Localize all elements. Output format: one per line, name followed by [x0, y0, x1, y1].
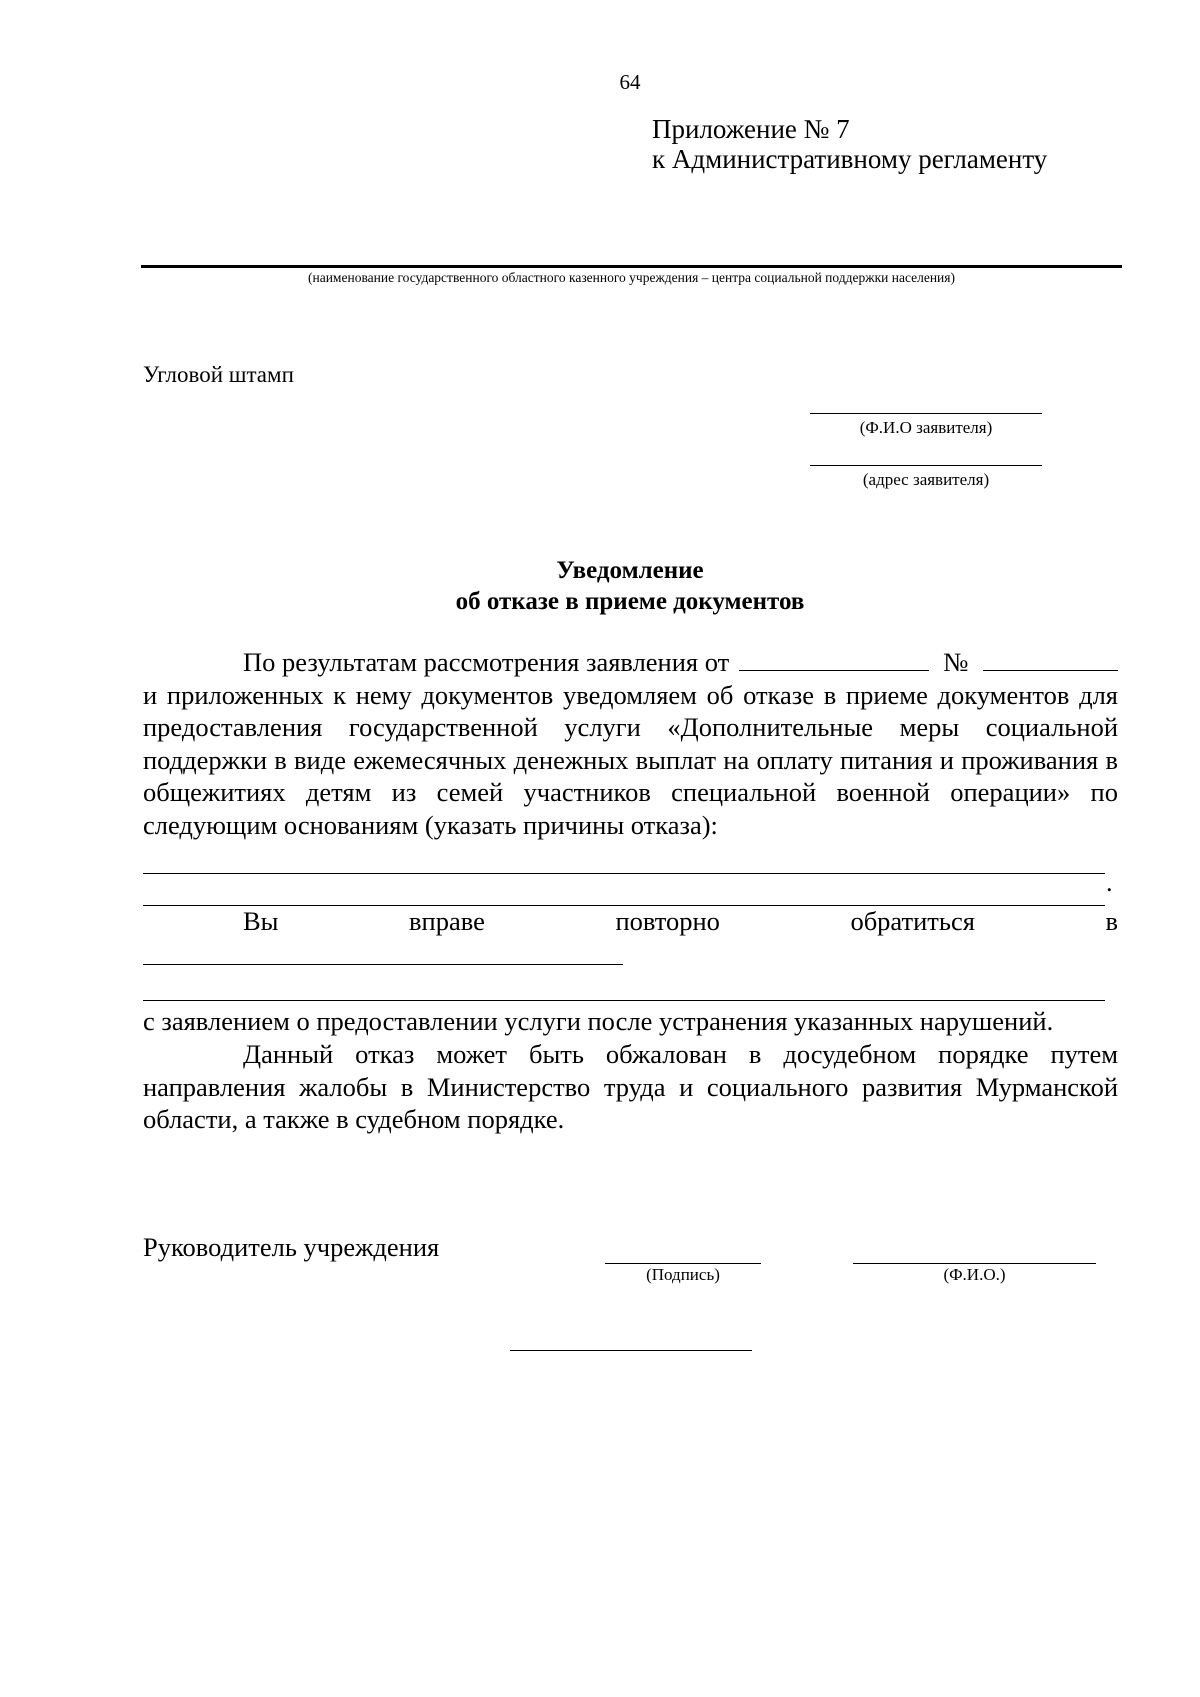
page-number: 64	[619, 70, 641, 94]
appendix-reference: к Административному регламенту	[652, 144, 1048, 174]
refusal-text: и приложенных к нему документов уведомляем об отказе в приеме документов для предоставления государственной услуги «Дополнительные меры социальной поддержки в виде ежемесячных денежных выплат на оплату питания и проживания в общежитиях детям из семей участников специальной военной операции» по следующим основаниям (указать причины отказа):	[143, 679, 1118, 840]
authority-line-2	[143, 1000, 1105, 1001]
title-line-1: Уведомление	[556, 557, 704, 584]
application-reference-line	[143, 646, 1118, 679]
appendix-number: Приложение № 7	[652, 114, 850, 144]
head-name-line	[853, 1263, 1096, 1264]
head-of-institution-label: Руководитель учреждения	[143, 1232, 440, 1262]
applicant-address-line	[810, 465, 1042, 466]
appendix-header	[652, 114, 1047, 174]
corner-stamp-label: Угловой штамп	[143, 362, 294, 387]
organization-name-line	[141, 265, 1122, 268]
applicant-name-caption: (Ф.И.О заявителя)	[859, 418, 993, 437]
applicant-name-line	[810, 413, 1042, 414]
application-number-blank	[983, 648, 1118, 671]
appeal-paragraph: Данный отказ может быть обжалован в досудебном порядке путем направления жалобы в Министерство труда и социального развития Мурманской области, а также в судебном порядке.	[143, 1039, 1118, 1134]
repeat-word: Вы	[243, 906, 279, 936]
repeat-word: обратиться	[850, 906, 975, 936]
organization-caption: (наименование государственного областного казенного учреждения – центра социальной поддержки населения)	[308, 270, 955, 285]
reason-period: .	[1106, 868, 1113, 897]
application-reference-text: По результатам рассмотрения заявления от	[243, 647, 730, 677]
applicant-address-caption: (адрес заявителя)	[862, 470, 990, 489]
signature-line	[605, 1263, 761, 1264]
authority-line-1	[143, 964, 623, 965]
repeat-word: повторно	[615, 906, 720, 936]
head-name-caption: (Ф.И.О.)	[943, 1265, 1006, 1284]
application-date-blank	[739, 648, 929, 671]
document-title	[0, 555, 1200, 617]
repeat-word: вправе	[409, 906, 485, 936]
repeat-application-end: с заявлением о предоставлении услуги после устранения указанных нарушений.	[143, 1006, 1054, 1036]
repeat-application-row	[143, 906, 1118, 937]
number-sign: №	[943, 647, 969, 677]
refusal-paragraph	[143, 646, 1118, 841]
signature-caption: (Подпись)	[646, 1265, 720, 1284]
repeat-word: в	[1105, 906, 1118, 936]
reason-line-1	[143, 873, 1105, 874]
closing-separator-line	[510, 1350, 752, 1351]
title-line-2: об отказе в приеме документов	[455, 588, 805, 615]
